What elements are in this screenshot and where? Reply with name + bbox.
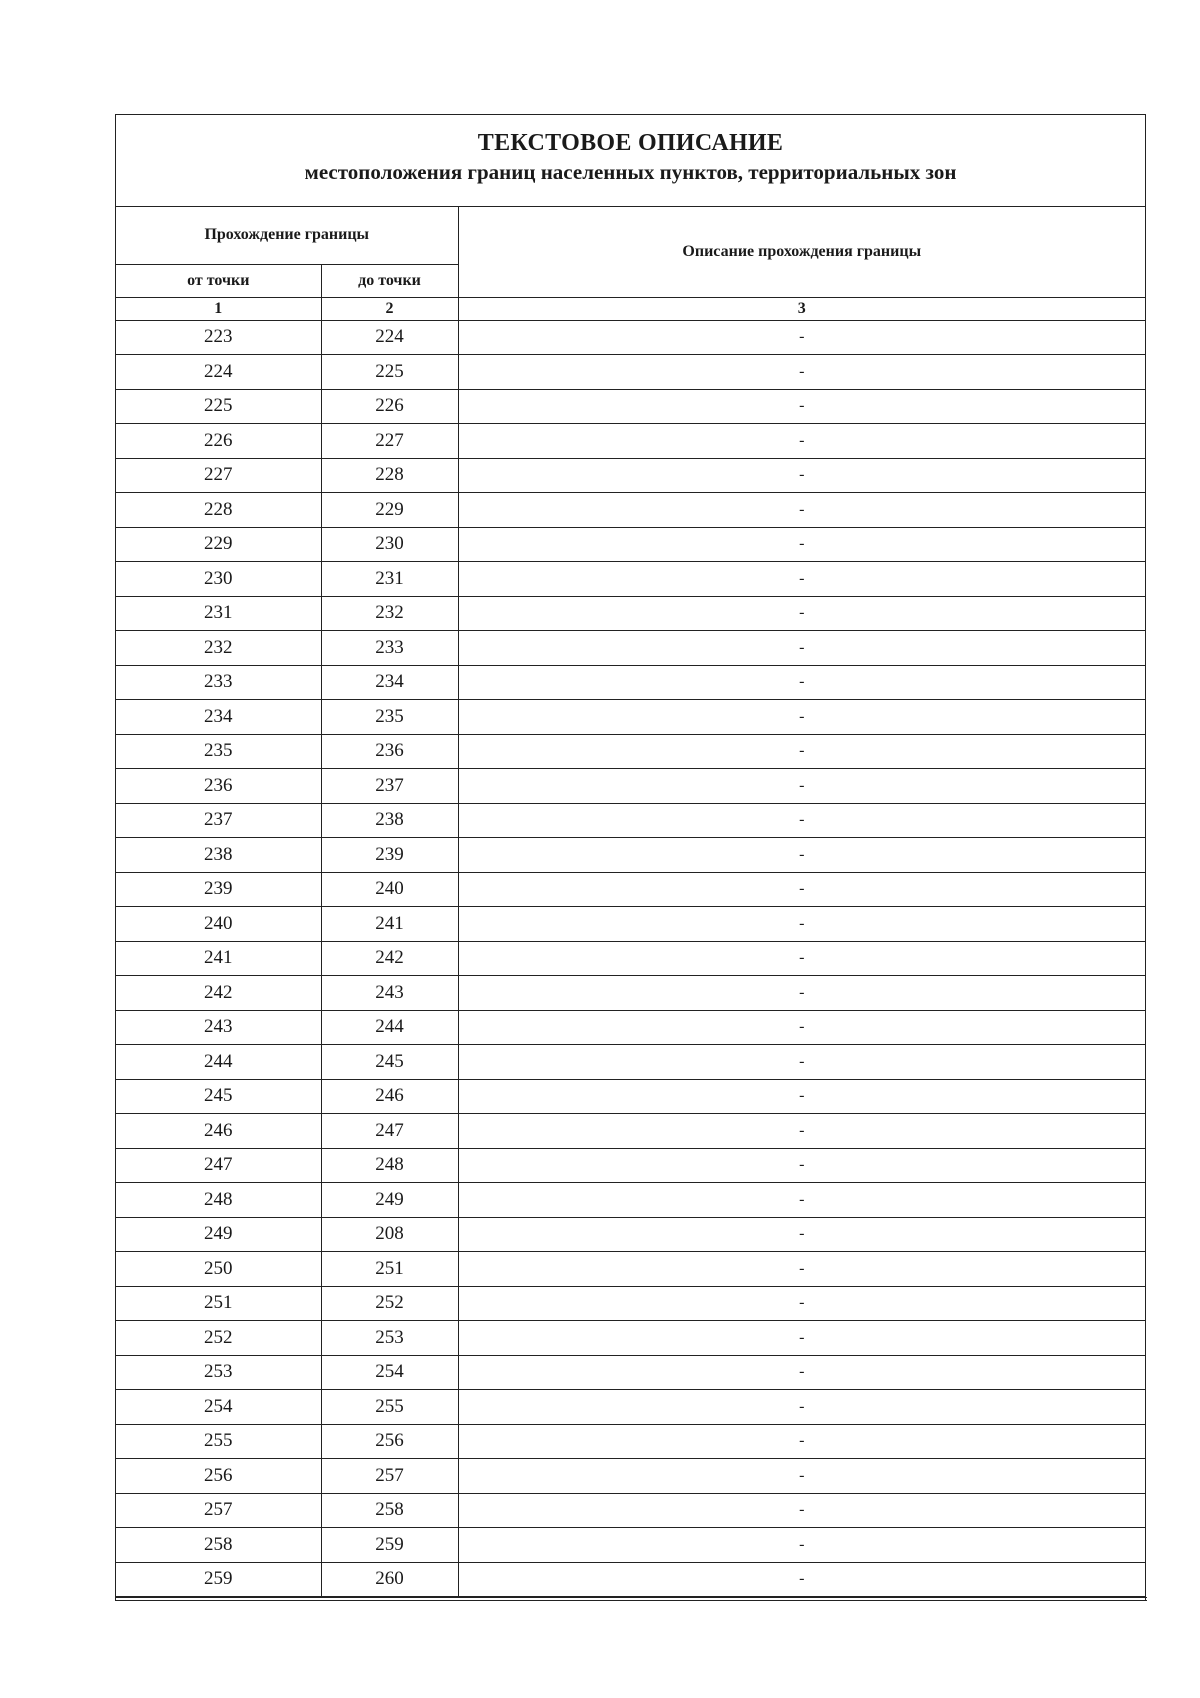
- table-row: [116, 872, 1145, 907]
- column-number-3: 3: [458, 297, 1145, 320]
- cell-to-point: 232: [321, 596, 458, 631]
- cell-description: -: [458, 562, 1145, 597]
- table-row: [116, 1114, 1145, 1149]
- cell-to-point: 245: [321, 1045, 458, 1080]
- table-row: [116, 1390, 1145, 1425]
- table-row: [116, 562, 1145, 597]
- document-title: ТЕКСТОВОЕ ОПИСАНИЕ: [477, 130, 784, 156]
- cell-to-point: 225: [321, 355, 458, 390]
- cell-from-point: 247: [116, 1148, 321, 1183]
- table-row: [116, 1252, 1145, 1287]
- cell-from-point: 229: [116, 527, 321, 562]
- cell-from-point: 233: [116, 665, 321, 700]
- table-row: [116, 1045, 1145, 1080]
- table-row: [116, 941, 1145, 976]
- cell-to-point: 254: [321, 1355, 458, 1390]
- table-row: [116, 1493, 1145, 1528]
- cell-to-point: 259: [321, 1528, 458, 1563]
- table-row: [116, 1217, 1145, 1252]
- cell-from-point: 230: [116, 562, 321, 597]
- table-row: [116, 458, 1145, 493]
- cell-description: -: [458, 1528, 1145, 1563]
- table-row: [116, 907, 1145, 942]
- cell-from-point: 238: [116, 838, 321, 873]
- table-row: [116, 976, 1145, 1011]
- cell-to-point: 236: [321, 734, 458, 769]
- cell-description: -: [458, 493, 1145, 528]
- table-row: [116, 838, 1145, 873]
- cell-from-point: 239: [116, 872, 321, 907]
- cell-description: -: [458, 1355, 1145, 1390]
- cell-to-point: 230: [321, 527, 458, 562]
- table-row: [116, 527, 1145, 562]
- cell-to-point: 237: [321, 769, 458, 804]
- document-subtitle: местоположения границ населенных пунктов, территориальных зон: [304, 160, 957, 184]
- cell-from-point: 256: [116, 1459, 321, 1494]
- cell-to-point: 239: [321, 838, 458, 873]
- cell-from-point: 240: [116, 907, 321, 942]
- cell-to-point: 226: [321, 389, 458, 424]
- cell-from-point: 259: [116, 1562, 321, 1597]
- cell-from-point: 254: [116, 1390, 321, 1425]
- cell-description: -: [458, 1079, 1145, 1114]
- cell-description: -: [458, 1217, 1145, 1252]
- table-bottom-rule: [115, 1597, 1147, 1601]
- table-row: [116, 803, 1145, 838]
- header-to-point: до точки: [321, 264, 458, 297]
- cell-from-point: 251: [116, 1286, 321, 1321]
- cell-to-point: 241: [321, 907, 458, 942]
- header-boundary-description: Описание прохождения границы: [458, 207, 1145, 297]
- cell-description: -: [458, 976, 1145, 1011]
- cell-to-point: 231: [321, 562, 458, 597]
- cell-to-point: 243: [321, 976, 458, 1011]
- cell-from-point: 249: [116, 1217, 321, 1252]
- cell-from-point: 232: [116, 631, 321, 666]
- cell-description: -: [458, 734, 1145, 769]
- cell-description: -: [458, 665, 1145, 700]
- cell-to-point: 224: [321, 320, 458, 355]
- title-block: [116, 115, 1145, 207]
- cell-description: -: [458, 1424, 1145, 1459]
- cell-from-point: 253: [116, 1355, 321, 1390]
- cell-description: -: [458, 907, 1145, 942]
- cell-to-point: 238: [321, 803, 458, 838]
- table-row: [116, 596, 1145, 631]
- cell-to-point: 253: [321, 1321, 458, 1356]
- cell-description: -: [458, 1010, 1145, 1045]
- table-row: [116, 1183, 1145, 1218]
- header-from-point: от точки: [116, 264, 321, 297]
- table-row: [116, 734, 1145, 769]
- header-boundary-passage: Прохождение границы: [116, 207, 458, 264]
- cell-to-point: 248: [321, 1148, 458, 1183]
- cell-from-point: 224: [116, 355, 321, 390]
- cell-from-point: 234: [116, 700, 321, 735]
- cell-description: -: [458, 1252, 1145, 1287]
- cell-to-point: 233: [321, 631, 458, 666]
- cell-description: -: [458, 424, 1145, 459]
- cell-to-point: 208: [321, 1217, 458, 1252]
- cell-to-point: 255: [321, 1390, 458, 1425]
- cell-to-point: 256: [321, 1424, 458, 1459]
- cell-to-point: 240: [321, 872, 458, 907]
- cell-description: -: [458, 355, 1145, 390]
- cell-from-point: 235: [116, 734, 321, 769]
- cell-from-point: 225: [116, 389, 321, 424]
- table-row: [116, 1528, 1145, 1563]
- table-row: [116, 493, 1145, 528]
- cell-from-point: 252: [116, 1321, 321, 1356]
- table-row: [116, 389, 1145, 424]
- cell-to-point: 228: [321, 458, 458, 493]
- cell-from-point: 223: [116, 320, 321, 355]
- cell-from-point: 244: [116, 1045, 321, 1080]
- table-row: [116, 1079, 1145, 1114]
- cell-from-point: 241: [116, 941, 321, 976]
- table-row: [116, 1286, 1145, 1321]
- table-row: [116, 424, 1145, 459]
- cell-to-point: 246: [321, 1079, 458, 1114]
- cell-description: -: [458, 389, 1145, 424]
- document-sheet: [115, 114, 1146, 1601]
- cell-from-point: 246: [116, 1114, 321, 1149]
- table-row: [116, 665, 1145, 700]
- cell-description: -: [458, 458, 1145, 493]
- cell-description: -: [458, 700, 1145, 735]
- cell-description: -: [458, 1114, 1145, 1149]
- table-body: [116, 320, 1145, 1597]
- column-number-2: 2: [321, 297, 458, 320]
- cell-description: -: [458, 1562, 1145, 1597]
- cell-description: -: [458, 838, 1145, 873]
- cell-description: -: [458, 1390, 1145, 1425]
- table-row: [116, 631, 1145, 666]
- table-row: [116, 1010, 1145, 1045]
- column-number-1: 1: [116, 297, 321, 320]
- cell-to-point: 235: [321, 700, 458, 735]
- cell-from-point: 245: [116, 1079, 321, 1114]
- cell-to-point: 244: [321, 1010, 458, 1045]
- cell-to-point: 258: [321, 1493, 458, 1528]
- cell-from-point: 243: [116, 1010, 321, 1045]
- cell-description: -: [458, 527, 1145, 562]
- cell-to-point: 249: [321, 1183, 458, 1218]
- cell-to-point: 257: [321, 1459, 458, 1494]
- cell-from-point: 258: [116, 1528, 321, 1563]
- cell-from-point: 231: [116, 596, 321, 631]
- cell-to-point: 252: [321, 1286, 458, 1321]
- cell-from-point: 257: [116, 1493, 321, 1528]
- cell-to-point: 242: [321, 941, 458, 976]
- cell-description: -: [458, 1321, 1145, 1356]
- cell-description: -: [458, 631, 1145, 666]
- cell-to-point: 251: [321, 1252, 458, 1287]
- cell-from-point: 228: [116, 493, 321, 528]
- table-row: [116, 320, 1145, 355]
- cell-description: -: [458, 941, 1145, 976]
- cell-description: -: [458, 769, 1145, 804]
- cell-from-point: 236: [116, 769, 321, 804]
- cell-description: -: [458, 1459, 1145, 1494]
- cell-description: -: [458, 1183, 1145, 1218]
- cell-to-point: 227: [321, 424, 458, 459]
- table-row: [116, 1562, 1145, 1597]
- table-row: [116, 1148, 1145, 1183]
- cell-from-point: 227: [116, 458, 321, 493]
- cell-description: -: [458, 1286, 1145, 1321]
- cell-to-point: 247: [321, 1114, 458, 1149]
- cell-to-point: 260: [321, 1562, 458, 1597]
- cell-from-point: 237: [116, 803, 321, 838]
- table-row: [116, 700, 1145, 735]
- table-row: [116, 1424, 1145, 1459]
- cell-from-point: 226: [116, 424, 321, 459]
- cell-from-point: 248: [116, 1183, 321, 1218]
- cell-description: -: [458, 596, 1145, 631]
- cell-from-point: 242: [116, 976, 321, 1011]
- table-row: [116, 355, 1145, 390]
- cell-to-point: 234: [321, 665, 458, 700]
- cell-from-point: 255: [116, 1424, 321, 1459]
- cell-description: -: [458, 320, 1145, 355]
- cell-description: -: [458, 1148, 1145, 1183]
- cell-description: -: [458, 1493, 1145, 1528]
- table-row: [116, 1355, 1145, 1390]
- cell-to-point: 229: [321, 493, 458, 528]
- table-row: [116, 769, 1145, 804]
- cell-description: -: [458, 872, 1145, 907]
- cell-description: -: [458, 803, 1145, 838]
- boundary-table: [116, 207, 1145, 1597]
- cell-description: -: [458, 1045, 1145, 1080]
- cell-from-point: 250: [116, 1252, 321, 1287]
- table-row: [116, 1321, 1145, 1356]
- table-row: [116, 1459, 1145, 1494]
